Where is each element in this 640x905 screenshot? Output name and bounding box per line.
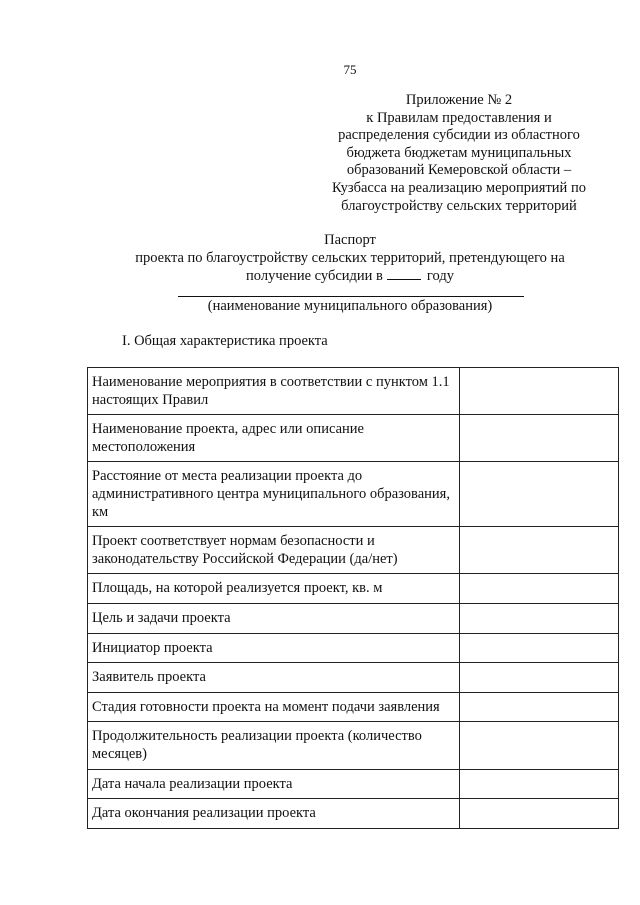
appendix-line: к Правилам предоставления и xyxy=(366,109,552,126)
passport-title-block xyxy=(70,232,630,286)
municipality-caption: (наименование муниципального образования) xyxy=(207,298,493,314)
table-row xyxy=(88,692,619,722)
row-value xyxy=(460,462,619,527)
row-value xyxy=(460,692,619,722)
section-heading: I. Общая характеристика проекта xyxy=(122,333,328,349)
appendix-header xyxy=(300,92,618,215)
row-label: Наименование проекта, адрес или описание местоположения xyxy=(88,415,460,462)
row-label: Инициатор проекта xyxy=(88,633,460,663)
page-number: 75 xyxy=(343,62,357,77)
passport-title: Паспорт xyxy=(324,232,376,248)
row-label: Наименование мероприятия в соответствии с пунктом 1.1 настоящих Правил xyxy=(88,368,460,415)
table-row xyxy=(88,769,619,799)
row-value xyxy=(460,527,619,574)
passport-subtitle: проекта по благоустройству сельских территорий, претендующего на xyxy=(135,249,565,266)
appendix-line: благоустройству сельских территорий xyxy=(341,197,577,214)
subsidy-year-suffix: году xyxy=(426,268,454,285)
row-label: Дата начала реализации проекта xyxy=(88,769,460,799)
municipality-fill-line xyxy=(178,296,524,297)
appendix-line: образований Кемеровской области – xyxy=(346,162,572,179)
row-value xyxy=(460,769,619,799)
row-label: Цель и задачи проекта xyxy=(88,603,460,633)
table-row xyxy=(88,574,619,604)
row-value xyxy=(460,574,619,604)
row-value xyxy=(460,633,619,663)
table-row xyxy=(88,462,619,527)
subsidy-year-prefix: получение субсидии в xyxy=(246,268,383,285)
row-value xyxy=(460,799,619,829)
table-row xyxy=(88,368,619,415)
table-row xyxy=(88,799,619,829)
project-characteristics-table xyxy=(87,367,619,829)
table-row xyxy=(88,633,619,663)
year-blank xyxy=(387,267,421,280)
row-value xyxy=(460,603,619,633)
table-row xyxy=(88,722,619,769)
row-label: Продолжительность реализации проекта (количество месяцев) xyxy=(88,722,460,769)
row-label: Заявитель проекта xyxy=(88,663,460,693)
table-row xyxy=(88,603,619,633)
passport-subtitle-year-line xyxy=(70,267,630,286)
row-value xyxy=(460,663,619,693)
table-row xyxy=(88,527,619,574)
table-row xyxy=(88,415,619,462)
row-value xyxy=(460,722,619,769)
appendix-line: бюджета бюджетам муниципальных xyxy=(346,144,572,161)
row-label: Площадь, на которой реализуется проект, кв. м xyxy=(88,574,460,604)
row-label: Расстояние от места реализации проекта до административного центра муниципального образования, км xyxy=(88,462,460,527)
row-label: Проект соответствует нормам безопасности и законодательству Российской Федерации (да/нет) xyxy=(88,527,460,574)
appendix-line: распределения субсидии из областного xyxy=(338,127,580,144)
row-value xyxy=(460,415,619,462)
appendix-line: Приложение № 2 xyxy=(405,92,513,108)
row-label: Дата окончания реализации проекта xyxy=(88,799,460,829)
table-row xyxy=(88,663,619,693)
appendix-line: Кузбасса на реализацию мероприятий по xyxy=(332,179,586,196)
row-value xyxy=(460,368,619,415)
row-label: Стадия готовности проекта на момент подачи заявления xyxy=(88,692,460,722)
